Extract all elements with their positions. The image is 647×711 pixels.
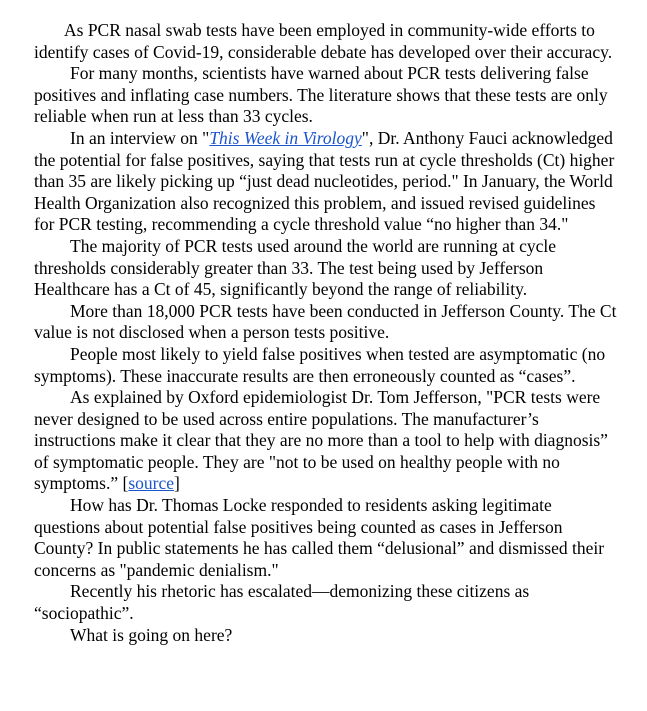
paragraph-text: For many months, scientists have warned about PCR tests delivering false positives and inflating case numbers. The literature shows that these tests are only reliable when run at less than 33 cycles. [34,63,608,127]
paragraph-text: What is going on here? [70,624,233,645]
source-link[interactable]: source [128,473,174,494]
paragraph-closing-question [34,625,617,647]
paragraph-text: The majority of PCR tests used around the world are running at cycle thresholds considerably greater than 33. The test being used by Jefferson Healthcare has a Ct of 45, significantly beyond the range of reliability. [34,235,556,300]
paragraph-text: Recently his rhetoric has escalated—demonizing these citizens as “sociopathic”. [34,581,530,624]
paragraph-text-after-link: ] [174,473,180,494]
paragraph-text-before-link: As explained by Oxford epidemiologist Dr. Tom Jefferson, "PCR tests were never designed to be used across entire populations. The manufacturer’s instructions make it clear that they are no more than a tool to help with diagnosis” of symptomatic people. They are "not to be used on healthy people with no symptoms.” [ [34,387,608,494]
paragraph-text: More than 18,000 PCR tests have been conducted in Jefferson County. The Ct value is not disclosed when a person tests positive. [34,300,617,343]
paragraph-text-before-link: In an interview on " [70,127,210,148]
paragraph-intro [34,20,617,63]
paragraph-rhetoric [34,581,617,624]
paragraph-locke-response [34,495,617,581]
paragraph-text: As PCR nasal swab tests have been employed in community-wide efforts to identify cases of Covid-19, considerable debate has developed over their accuracy. [34,20,613,62]
this-week-in-virology-link[interactable]: This Week in Virology [209,127,362,148]
paragraph-oxford-quote [34,387,617,495]
paragraph-scientists-warning [34,63,617,128]
paragraph-cycle-thresholds [34,236,617,301]
paragraph-asymptomatic [34,344,617,387]
paragraph-text-after-link: ", Dr. Anthony Fauci acknowledged the potential for false positives, saying that tests run at cycle thresholds (Ct) higher than 35 are likely picking up “just dead nucleotides, period." In January, the World Health Organization also recognized this problem, and issued revised guidelines for PCR testing, recommending a cycle threshold value “no higher than 34." [34,127,615,235]
paragraph-fauci-interview [34,128,617,236]
paragraph-tests-conducted [34,301,617,344]
paragraph-text: How has Dr. Thomas Locke responded to residents asking legitimate questions about potential false positives being counted as cases in Jefferson County? In public statements he has called them “delusional” and dismissed their concerns as "pandemic denialism." [34,495,605,580]
paragraph-text: People most likely to yield false positives when tested are asymptomatic (no symptoms). These inaccurate results are then erroneously counted as “cases”. [34,343,606,386]
